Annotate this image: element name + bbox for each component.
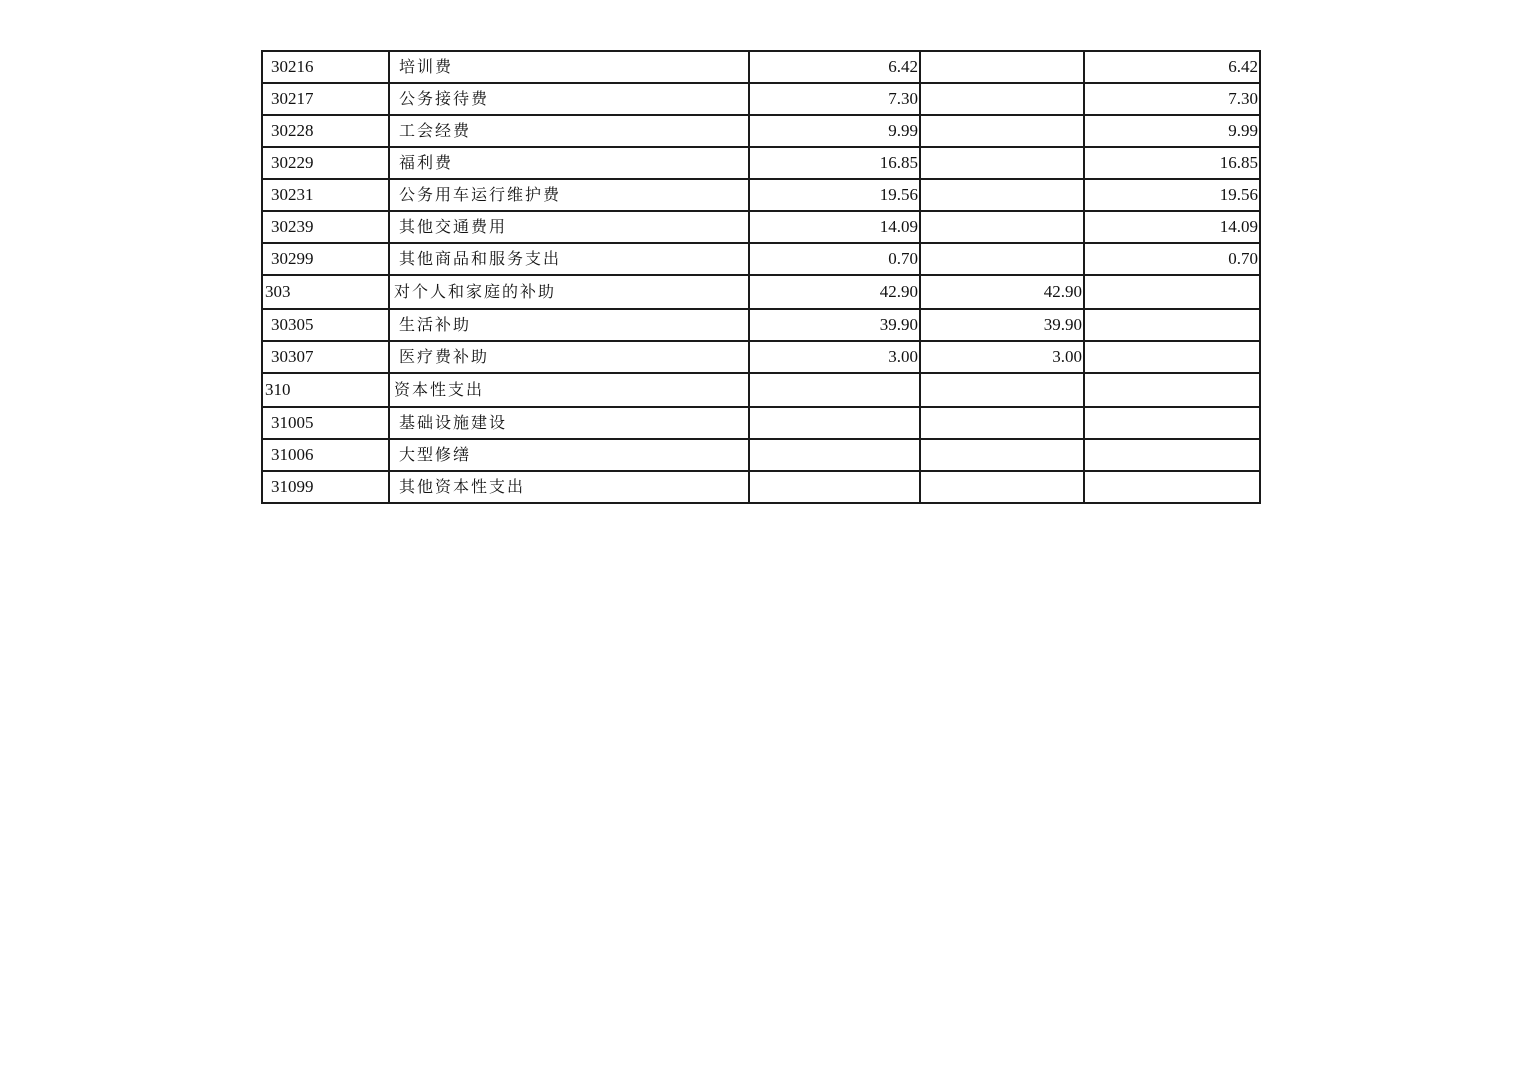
item-name-cell: 其他交通费用 xyxy=(389,211,749,243)
economic-code-cell: 30307 xyxy=(262,341,389,373)
basic-expenditure-cell xyxy=(920,179,1084,211)
economic-code-cell: 31099 xyxy=(262,471,389,503)
project-expenditure-cell xyxy=(1084,471,1260,503)
item-name-cell: 培训费 xyxy=(389,51,749,83)
total-amount-cell xyxy=(749,439,920,471)
economic-code-cell: 30299 xyxy=(262,243,389,275)
basic-expenditure-cell: 3.00 xyxy=(920,341,1084,373)
item-name-cell: 对个人和家庭的补助 xyxy=(389,275,749,309)
total-amount-cell: 42.90 xyxy=(749,275,920,309)
economic-code-cell: 303 xyxy=(262,275,389,309)
total-amount-cell: 3.00 xyxy=(749,341,920,373)
table-row xyxy=(262,309,1260,341)
item-name-cell: 医疗费补助 xyxy=(389,341,749,373)
table-row xyxy=(262,83,1260,115)
table-row xyxy=(262,243,1260,275)
basic-expenditure-cell xyxy=(920,373,1084,407)
table-row xyxy=(262,407,1260,439)
economic-code-cell: 30305 xyxy=(262,309,389,341)
basic-expenditure-cell: 42.90 xyxy=(920,275,1084,309)
project-expenditure-cell xyxy=(1084,275,1260,309)
economic-code-cell: 310 xyxy=(262,373,389,407)
economic-code-cell: 30228 xyxy=(262,115,389,147)
item-name-cell: 工会经费 xyxy=(389,115,749,147)
expenditure-table xyxy=(261,50,1261,504)
table-row xyxy=(262,51,1260,83)
total-amount-cell: 9.99 xyxy=(749,115,920,147)
item-name-cell: 其他资本性支出 xyxy=(389,471,749,503)
total-amount-cell: 0.70 xyxy=(749,243,920,275)
table-row xyxy=(262,439,1260,471)
total-amount-cell: 6.42 xyxy=(749,51,920,83)
item-name-cell: 福利费 xyxy=(389,147,749,179)
item-name-cell: 公务用车运行维护费 xyxy=(389,179,749,211)
total-amount-cell xyxy=(749,471,920,503)
economic-code-cell: 30229 xyxy=(262,147,389,179)
total-amount-cell: 14.09 xyxy=(749,211,920,243)
basic-expenditure-cell xyxy=(920,83,1084,115)
item-name-cell: 公务接待费 xyxy=(389,83,749,115)
basic-expenditure-cell xyxy=(920,439,1084,471)
table-row-category xyxy=(262,373,1260,407)
project-expenditure-cell: 14.09 xyxy=(1084,211,1260,243)
project-expenditure-cell xyxy=(1084,309,1260,341)
item-name-cell: 其他商品和服务支出 xyxy=(389,243,749,275)
basic-expenditure-cell xyxy=(920,471,1084,503)
table-row xyxy=(262,341,1260,373)
project-expenditure-cell: 9.99 xyxy=(1084,115,1260,147)
table-row xyxy=(262,147,1260,179)
item-name-cell: 基础设施建设 xyxy=(389,407,749,439)
total-amount-cell: 16.85 xyxy=(749,147,920,179)
project-expenditure-cell xyxy=(1084,373,1260,407)
total-amount-cell: 19.56 xyxy=(749,179,920,211)
basic-expenditure-cell xyxy=(920,243,1084,275)
project-expenditure-cell: 16.85 xyxy=(1084,147,1260,179)
basic-expenditure-cell xyxy=(920,115,1084,147)
table-row xyxy=(262,115,1260,147)
table-row xyxy=(262,471,1260,503)
basic-expenditure-cell xyxy=(920,211,1084,243)
total-amount-cell xyxy=(749,373,920,407)
basic-expenditure-cell xyxy=(920,147,1084,179)
item-name-cell: 大型修缮 xyxy=(389,439,749,471)
economic-code-cell: 30217 xyxy=(262,83,389,115)
item-name-cell: 生活补助 xyxy=(389,309,749,341)
project-expenditure-cell: 6.42 xyxy=(1084,51,1260,83)
table-row xyxy=(262,179,1260,211)
total-amount-cell: 39.90 xyxy=(749,309,920,341)
project-expenditure-cell xyxy=(1084,341,1260,373)
table-row-category xyxy=(262,275,1260,309)
basic-expenditure-cell xyxy=(920,407,1084,439)
project-expenditure-cell: 7.30 xyxy=(1084,83,1260,115)
table-row xyxy=(262,211,1260,243)
economic-code-cell: 31005 xyxy=(262,407,389,439)
economic-code-cell: 30216 xyxy=(262,51,389,83)
project-expenditure-cell xyxy=(1084,439,1260,471)
item-name-cell: 资本性支出 xyxy=(389,373,749,407)
project-expenditure-cell: 0.70 xyxy=(1084,243,1260,275)
economic-code-cell: 30231 xyxy=(262,179,389,211)
basic-expenditure-cell xyxy=(920,51,1084,83)
basic-expenditure-cell: 39.90 xyxy=(920,309,1084,341)
total-amount-cell xyxy=(749,407,920,439)
total-amount-cell: 7.30 xyxy=(749,83,920,115)
economic-code-cell: 30239 xyxy=(262,211,389,243)
economic-code-cell: 31006 xyxy=(262,439,389,471)
project-expenditure-cell xyxy=(1084,407,1260,439)
project-expenditure-cell: 19.56 xyxy=(1084,179,1260,211)
